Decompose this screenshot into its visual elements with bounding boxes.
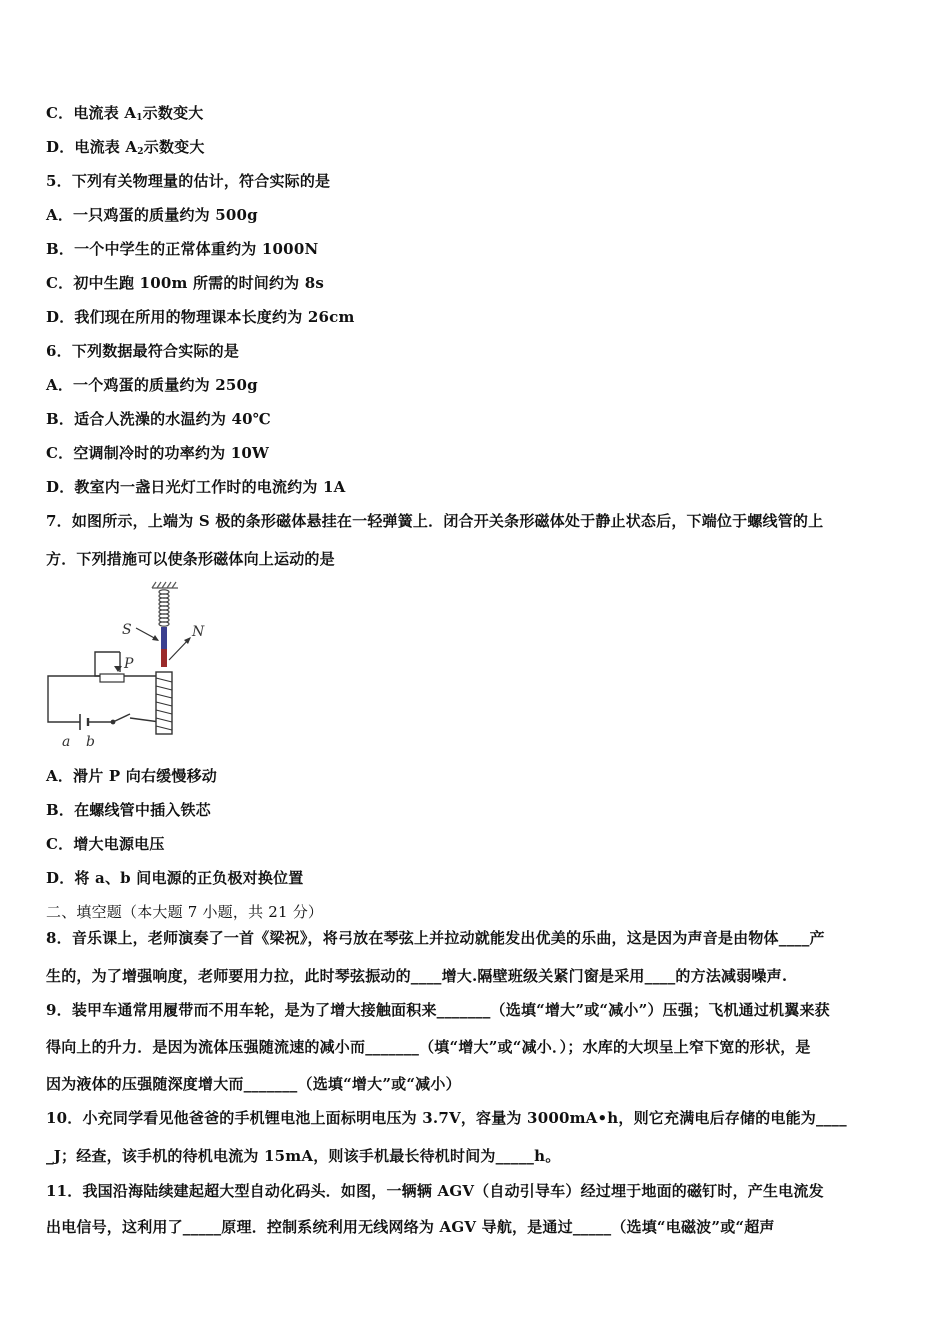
- label-p: P: [124, 656, 134, 672]
- label-n: N: [192, 624, 205, 640]
- q5-option-a: A．一只鸡蛋的质量约为 500g: [46, 206, 258, 224]
- q7-option-a: A．滑片 P 向右缓慢移动: [46, 767, 217, 785]
- section-heading: 二、填空题（本大题 7 小题，共 21 分）: [46, 903, 324, 921]
- q5-option-b: B．一个中学生的正常体重约为 1000N: [46, 240, 319, 258]
- q10-line2: _J；经查，该手机的待机电流为 15mA，则该手机最长待机时间为_____h。: [46, 1147, 561, 1165]
- q8-line1: 8．音乐课上，老师演奏了一首《梁祝》，将弓放在琴弦上并拉动就能发出优美的乐曲，这是因为声音是由物体____产: [46, 929, 825, 947]
- q5-stem: 5．下列有关物理量的估计，符合实际的是: [46, 172, 331, 190]
- solenoid: [156, 672, 172, 734]
- q11-line1: 11．我国沿海陆续建起超大型自动化码头．如图，一辆辆 AGV（自动引导车）经过埋于地面的磁钉时，产生电流发: [46, 1182, 824, 1200]
- q4-option-d: D．电流表 $A_2$示数变大: [46, 138, 205, 157]
- bar-magnet-s-pole: [161, 627, 167, 649]
- spring: [159, 590, 169, 626]
- rheostat: [100, 674, 124, 682]
- q9-line2: 得向上的升力．是因为流体压强随流速的减小而_______（填“增大”或“减小．）；水库的大坝呈上窄下宽的形状，是: [46, 1038, 811, 1056]
- label-a: a: [62, 734, 71, 750]
- q9-line1: 9．装甲车通常用履带而不用车轮，是为了增大接触面积来_______（选填“增大”或“减小”）压强；飞机通过机翼来获: [46, 1001, 830, 1019]
- q4-option-c: C．电流表 $A_1$示数变大: [46, 104, 204, 123]
- q7-option-c: C．增大电源电压: [46, 835, 165, 853]
- q8-line2: 生的，为了增强响度，老师要用力拉，此时琴弦振动的____增大.隔壁班级关紧门窗是采用____的方法减弱噪声.: [46, 967, 788, 985]
- magnet-solenoid-circuit-diagram: [40, 580, 210, 750]
- q7-option-b: B．在螺线管中插入铁芯: [46, 801, 211, 819]
- q5-option-d: D．我们现在所用的物理课本长度约为 26cm: [46, 308, 355, 326]
- q6-option-a: A．一个鸡蛋的质量约为 250g: [46, 376, 258, 394]
- slider-p: [114, 666, 122, 672]
- circuit-wires: [48, 652, 160, 730]
- q6-stem: 6．下列数据最符合实际的是: [46, 342, 240, 360]
- switch-blade: [113, 714, 130, 722]
- bar-magnet-n-pole: [161, 649, 167, 667]
- q6-option-c: C．空调制冷时的功率约为 10W: [46, 444, 270, 462]
- q7-stem-line2: 方．下列措施可以使条形磁体向上运动的是: [46, 550, 335, 568]
- q6-option-b: B．适合人洗澡的水温约为 40℃: [46, 410, 271, 428]
- q7-option-d: D．将 a、b 间电源的正负极对换位置: [46, 869, 304, 887]
- q11-line2: 出电信号，这利用了_____原理．控制系统利用无线网络为 AGV 导航，是通过_____（选填“电磁波”或“超声: [46, 1218, 775, 1236]
- label-b: b: [86, 734, 95, 750]
- q6-option-d: D．教室内一盏日光灯工作时的电流约为 1A: [46, 478, 346, 496]
- ceiling-support: [152, 582, 178, 588]
- q5-option-c: C．初中生跑 100m 所需的时间约为 8s: [46, 274, 325, 292]
- q7-stem-line1: 7．如图所示，上端为 S 极的条形磁体悬挂在一轻弹簧上．闭合开关条形磁体处于静止状态后，下端位于螺线管的上: [46, 512, 824, 530]
- q10-line1: 10．小充同学看见他爸爸的手机锂电池上面标明电压为 3.7V，容量为 3000mA•h，则它充满电后存储的电能为____: [46, 1109, 847, 1127]
- q9-line3: 因为液体的压强随深度增大而_______（选填“增大”或“减小）: [46, 1075, 461, 1093]
- label-s: S: [122, 622, 132, 638]
